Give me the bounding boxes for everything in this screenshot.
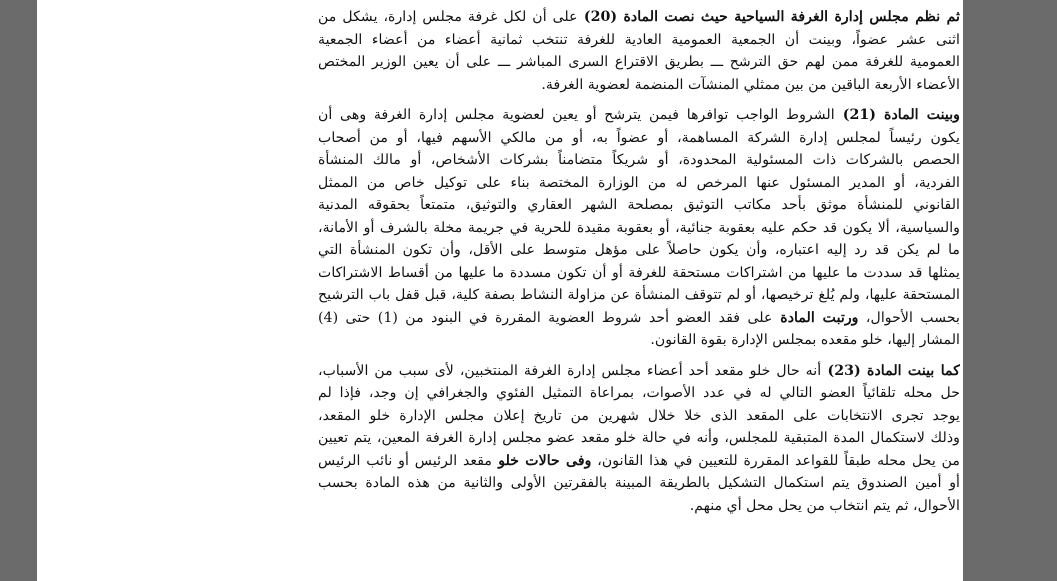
text-line — [318, 149, 960, 172]
text-run: يوجد تجرى الانتخابات على المقعد الذى خلا خلال شهرين من تاريخ إعلان مجلس الإدارة خلو المقعد، — [318, 407, 960, 424]
text-line — [318, 450, 960, 473]
text-line — [318, 262, 960, 285]
text-run: الحصص بالشركات ذات المسئولية المحدودة، أو شريكاً متضامناً بشركات الأشخاص، أو مالك المنشأة — [318, 152, 960, 168]
text-run: القانوني للمنشأة موثق بأحد مكاتب التوثيق بمصلحة الشهر العقاري والتوثيق، متمتعاً بحقوقه المدنية — [318, 197, 960, 213]
text-run: يمثلها قد سددت ما عليها من اشتراكات مستحقة للغرفة أو أن تكون مسددة ما عليها من أقساط الاشتراكات — [318, 264, 960, 281]
viewer-background-left — [0, 0, 37, 581]
paragraph — [318, 360, 960, 518]
text-line — [318, 329, 960, 352]
text-line — [318, 307, 960, 330]
text-run: الأحوال، ثم يتم انتخاب من يحل محل أي منهم. — [689, 497, 960, 514]
text-line — [318, 217, 960, 240]
text-run: من يحل محله طبقاً للقواعد المقررة للتعيين في هذا القانون، — [591, 452, 960, 469]
bold-text: وبينت المادة (21) — [834, 107, 960, 123]
text-run: مقعد الرئيس أو نائب الرئيس — [318, 452, 493, 469]
text-run: ما لم يكن قد رد إليه اعتباره، وأن يكون حاصلاً على مؤهل متوسط على الأقل، وأن تكون المنشأة التي — [318, 242, 960, 258]
text-run: أو أمين الصندوق يتم استكمال التشكيل بالطريقة المبينة بالفقرتين الأولى والثانية من هذه المادة بحسب — [318, 475, 960, 491]
text-run: العمومية للغرفة ممن لهم حق الترشح ـــ بطريق الاقتراع السرى المباشر ـــ على أن يعين الوزير المختص — [318, 54, 960, 70]
text-line — [318, 51, 960, 74]
text-line — [318, 6, 960, 29]
text-line — [318, 284, 960, 307]
text-line — [318, 194, 960, 217]
text-run: على أن لكل غرفة مجلس إدارة، يشكل من — [318, 9, 578, 25]
text-run: المستحقة عليها، ولم يُلغ ترخيصها، أو لم تتوقف المنشأة عن مزاولة النشاط بصفة كلية، قبل قفل باب الترشيح — [318, 287, 960, 303]
text-run: اثنى عشر عضواً، وبينت أن الجمعية العمومية العادية للغرفة تنتخب ثمانية أعضاء من أعضاء الجمعية — [318, 31, 960, 48]
text-line — [318, 172, 960, 195]
text-run: الشروط الواجب توافرها فيمن يترشح أو يعين لعضوية مجلس إدارة الغرفة وهى أن — [318, 107, 835, 123]
text-line — [318, 382, 960, 405]
text-run: المشار إليها، خلو مقعده بمجلس الإدارة بقوة القانون. — [650, 332, 960, 348]
text-run: أنه حال خلو مقعد أحد أعضاء مجلس إدارة الغرفة المنتخبين، لأى سبب من الأسباب، — [318, 362, 822, 379]
text-run: والسياسية، ألا يكون قد حكم عليه بعقوبة جنائية، أو بعقوبة مقيدة للحرية في جريمة مخلة بالشرف أو الأمانة، — [318, 219, 960, 236]
text-run: يكون رئيساً لمجلس إدارة الشركة المساهمة، أو عضواً به، أو من مالكي الأسهم فيها، أو من أصحاب — [318, 129, 960, 146]
text-line — [318, 29, 960, 52]
text-run: وذلك لاستكمال المدة المتبقية للمجلس، وأنه في حالة خلو مقعد عضو مجلس إدارة الغرفة المعين، يتم تعيين — [318, 430, 960, 446]
paragraph — [318, 104, 960, 352]
text-line — [318, 74, 960, 97]
text-line — [318, 127, 960, 150]
paragraph — [318, 6, 960, 96]
document-text — [318, 6, 960, 523]
text-line — [318, 360, 960, 383]
text-line — [318, 104, 960, 127]
text-line — [318, 427, 960, 450]
text-run: على فقد العضو أحد شروط العضوية المقررة في البنود من (1) حتى (4) — [318, 309, 773, 326]
text-line — [318, 405, 960, 428]
text-line — [318, 472, 960, 495]
text-line — [318, 239, 960, 262]
text-run: حل محله تلقائياً العضو التالي له في عدد الأصوات، بمراعاة التمثيل الفئوي والجغرافي إن وجد، فإذا لم — [318, 385, 960, 401]
bold-text: ورتبت المادة — [772, 309, 859, 326]
text-run: الفردية، أو المدير المسئول عنها المرخص له من الوزارة المختصة بناء على توكيل خاص من الممثل — [318, 174, 960, 191]
bold-text: ثم نظم مجلس إدارة الغرفة السياحية حيث نصت المادة (20) — [577, 9, 960, 25]
text-run: بحسب الأحوال، — [858, 309, 960, 326]
viewer-background-right — [963, 0, 1057, 581]
text-line — [318, 495, 960, 518]
bold-text: كما بينت المادة (23) — [821, 362, 960, 379]
bold-text: وفى حالات خلو — [492, 452, 592, 469]
text-run: الأعضاء الأربعة الباقين من بين ممثلي المنشآت المنضمة لعضوية الغرفة. — [541, 76, 960, 93]
